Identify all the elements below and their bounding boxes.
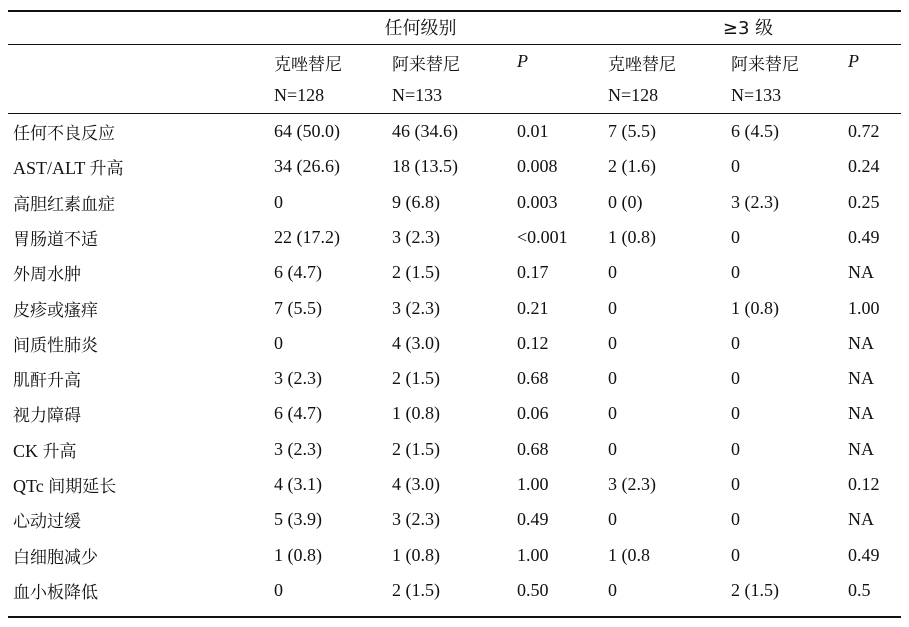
table-cell: 0 [608, 368, 617, 389]
table-cell: 0 [731, 262, 740, 283]
table-cell: 0 [731, 332, 740, 353]
table-cell: 0.72 [848, 121, 880, 141]
column-header-4: 克唑替尼 [608, 55, 676, 75]
row-label-9: 视力障碍 [13, 406, 81, 427]
table-cell: 1 (0.8) [392, 403, 440, 424]
column-header-6: P [848, 51, 859, 71]
table-cell: 0 [608, 332, 617, 353]
table-cell: 0 [274, 191, 283, 212]
table-cell: 0.68 [517, 368, 549, 389]
header-bottom-rule [8, 113, 901, 114]
table-cell: 7 (5.5) [608, 121, 656, 141]
table-cell: 0 [274, 579, 283, 600]
table-cell: 1 (0.8) [731, 297, 779, 318]
table-cell: 0 [731, 226, 740, 247]
table-cell: 0 [731, 509, 740, 530]
table-cell: NA [848, 438, 874, 459]
table-cell: 3 (2.3) [392, 226, 440, 247]
column-header-5: 阿来替尼 [731, 55, 799, 75]
column-header-1: 克唑替尼 [274, 55, 342, 75]
table-cell: 6 (4.5) [731, 121, 779, 141]
table-cell: 0.50 [517, 579, 549, 600]
top-rule [8, 10, 901, 12]
table-cell: 4 (3.1) [274, 474, 322, 494]
table-cell: 2 (1.5) [392, 368, 440, 389]
bottom-rule [8, 616, 901, 618]
table-cell: 0 (0) [608, 191, 643, 212]
table-cell: 34 (26.6) [274, 156, 340, 177]
table-cell: 0 [608, 403, 617, 424]
table-cell: 0 [608, 297, 617, 318]
table-cell: 0 [274, 332, 283, 353]
table-cell: 1 (0.8) [274, 544, 322, 565]
table-cell: 6 (4.7) [274, 262, 322, 283]
table-cell: 0.49 [848, 226, 880, 247]
table-cell: NA [848, 368, 874, 389]
table-cell: 0.01 [517, 121, 549, 141]
table-cell: 1.00 [517, 474, 549, 494]
row-label-14: 血小板降低 [13, 582, 98, 603]
table-cell: 0.21 [517, 297, 549, 318]
table-cell: 0.68 [517, 438, 549, 459]
row-label-5: 外周水肿 [13, 265, 81, 286]
row-label-7: 间质性肺炎 [13, 335, 98, 356]
table-cell: 0.49 [848, 544, 880, 565]
table-cell: 22 (17.2) [274, 226, 340, 247]
table-cell: 0.24 [848, 156, 880, 177]
column-header-2: 阿来替尼 [392, 55, 460, 75]
table-cell: 2 (1.6) [608, 156, 656, 177]
table-cell: 0 [608, 438, 617, 459]
table-cell: 3 (2.3) [608, 474, 656, 494]
table-cell: 1.00 [517, 544, 549, 565]
table-cell: 46 (34.6) [392, 121, 458, 141]
row-label-4: 胃肠道不适 [13, 229, 98, 250]
table-cell: 0 [731, 368, 740, 389]
row-label-6: 皮疹或瘙痒 [13, 300, 98, 321]
row-label-12: 心动过缓 [13, 512, 81, 533]
table-cell: 6 (4.7) [274, 403, 322, 424]
row-label-1: 任何不良反应 [13, 124, 115, 144]
table-cell: 3 (2.3) [392, 509, 440, 530]
table-cell: 0.49 [517, 509, 549, 530]
group-header-any-grade: 任何级别 [384, 18, 457, 39]
table-cell: NA [848, 403, 874, 424]
table-cell: NA [848, 332, 874, 353]
table-cell: 0.06 [517, 403, 549, 424]
table-cell: 7 (5.5) [274, 297, 322, 318]
table-cell: 0 [731, 403, 740, 424]
row-label-3: 高胆红素血症 [13, 194, 115, 215]
table-cell: 0 [608, 579, 617, 600]
table-cell: 4 (3.0) [392, 332, 440, 353]
row-label-2: AST/ALT 升高 [13, 158, 124, 180]
group-underline-rule [8, 44, 901, 45]
table-cell: 0.008 [517, 156, 558, 177]
table-cell: 2 (1.5) [392, 438, 440, 459]
table-cell: 0.12 [848, 474, 880, 494]
table-cell: 2 (1.5) [731, 579, 779, 600]
table-cell: 3 (2.3) [731, 191, 779, 212]
column-header-n-1: N=128 [274, 85, 325, 105]
column-header-n-4: N=128 [608, 85, 659, 105]
column-header-n-2: N=133 [392, 85, 443, 105]
table-cell: 1.00 [848, 297, 880, 318]
table-cell: 0 [608, 262, 617, 283]
table-cell: 18 (13.5) [392, 156, 458, 177]
table-cell: 1 (0.8) [608, 226, 656, 247]
table-cell: 0 [731, 156, 740, 177]
table-cell: 0.003 [517, 191, 558, 212]
table-cell: 0.25 [848, 191, 880, 212]
row-label-10: CK 升高 [13, 440, 77, 462]
table-cell: 2 (1.5) [392, 579, 440, 600]
table-cell: 0 [731, 544, 740, 565]
table-cell: 0 [608, 509, 617, 530]
row-label-8: 肌酐升高 [13, 371, 81, 392]
table-cell: NA [848, 262, 874, 283]
column-header-3: P [517, 51, 528, 71]
table-cell: 4 (3.0) [392, 474, 440, 494]
row-label-11: QTc 间期延长 [13, 476, 117, 497]
table-cell: 0.5 [848, 579, 871, 600]
table-cell: 5 (3.9) [274, 509, 322, 530]
table-cell: 0.17 [517, 262, 549, 283]
table-cell: 3 (2.3) [392, 297, 440, 318]
table-cell: 0 [731, 438, 740, 459]
column-header-n-5: N=133 [731, 85, 782, 105]
row-label-13: 白细胞减少 [13, 547, 98, 568]
table-cell: NA [848, 509, 874, 530]
table-cell: 3 (2.3) [274, 438, 322, 459]
table-cell: <0.001 [517, 226, 568, 247]
table-cell: 3 (2.3) [274, 368, 322, 389]
table-cell: 1 (0.8 [608, 544, 650, 565]
table-cell: 1 (0.8) [392, 544, 440, 565]
table-cell: 2 (1.5) [392, 262, 440, 283]
table-cell: 0.12 [517, 332, 549, 353]
group-header-grade-3-plus: ≥3 级 [722, 18, 774, 39]
table-cell: 0 [731, 474, 740, 494]
table-cell: 64 (50.0) [274, 121, 340, 141]
table-cell: 9 (6.8) [392, 191, 440, 212]
